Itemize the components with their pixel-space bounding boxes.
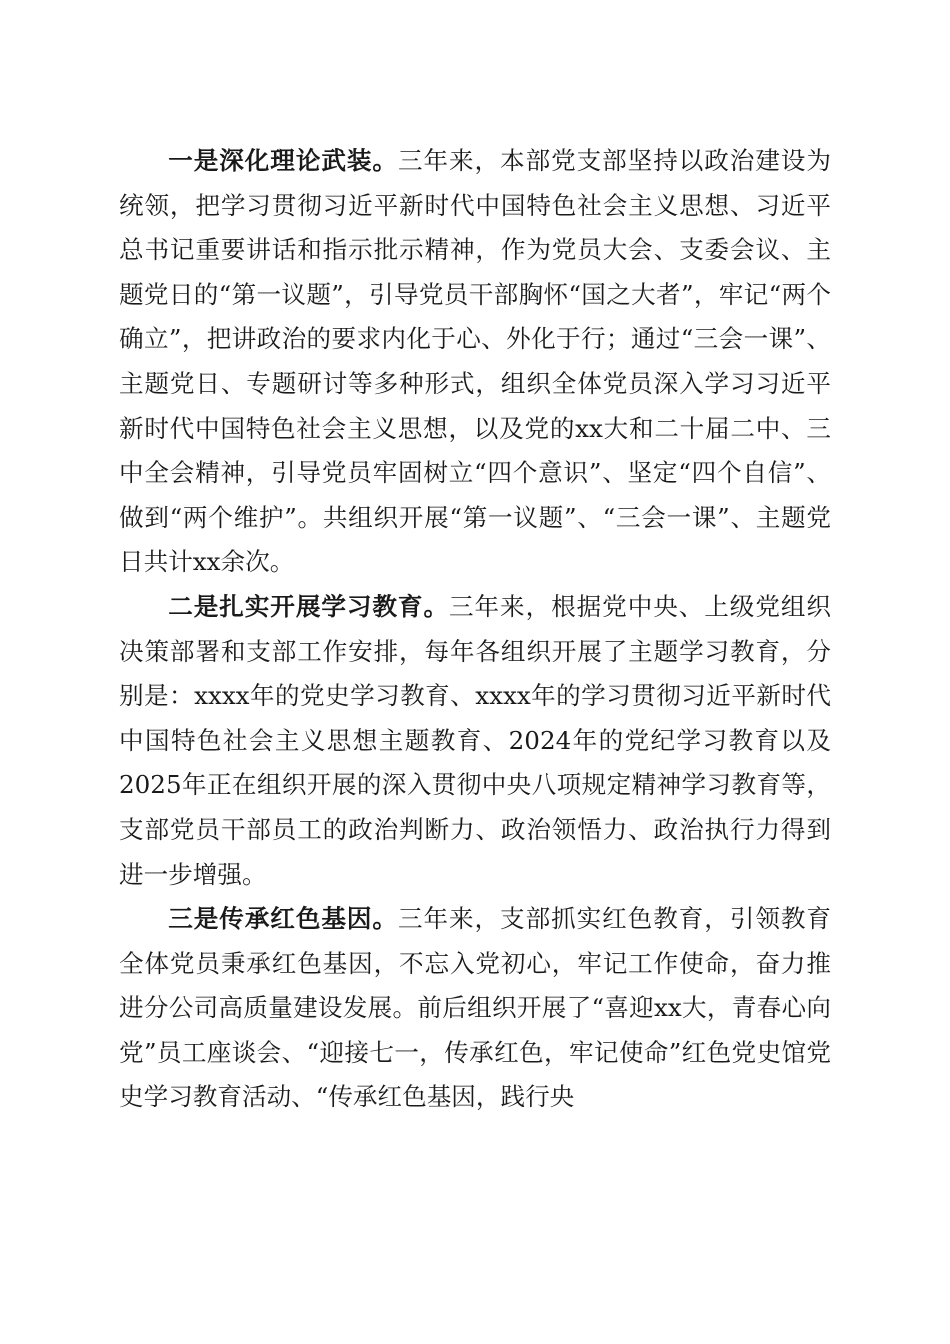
paragraph-text: 三年来，根据党中央、上级党组织决策部署和支部工作安排，每年各组织开展了主题学习教育，分别是：xxxx年的党史学习教育、xxxx年的学习贯彻习近平新时代中国特色社会主义思想主题教育、2024年的党纪学习教育以及2025年正在组织开展的深入贯彻中央八项规定精神学习教育等，支部党员干部员工的政治判断力、政治领悟力、政治执行力得到进一步增强。 <box>119 591 831 889</box>
paragraph-red-gene <box>119 897 831 1120</box>
paragraph-text: 三年来，本部党支部坚持以政治建设为统领，把学习贯彻习近平新时代中国特色社会主义思想、习近平总书记重要讲话和指示批示精神，作为党员大会、支委会议、主题党日的“第一议题”，引导党员干部胸怀“国之大者”，牢记“两个确立”，把讲政治的要求内化于心、外化于行；通过“三会一课”、主题党日、专题研讨等多种形式，组织全体党员深入学习习近平新时代中国特色社会主义思想，以及党的xx大和二十届二中、三中全会精神，引导党员牢固树立“四个意识”、坚定“四个自信”、做到“两个维护”。共组织开展“第一议题”、“三会一课”、主题党日共计xx余次。 <box>119 146 831 577</box>
paragraph-lead: 三是传承红色基因。 <box>168 904 398 934</box>
paragraph-lead: 二是扎实开展学习教育。 <box>168 591 449 621</box>
document-body <box>119 139 831 1120</box>
paragraph-theory <box>119 139 831 585</box>
paragraph-text: 三年来，支部抓实红色教育，引领教育全体党员秉承红色基因，不忘入党初心，牢记工作使命，奋力推进分公司高质量建设发展。前后组织开展了“喜迎xx大，青春心向党”员工座谈会、“迎接七一，传承红色，牢记使命”红色党史馆党史学习教育活动、“传承红色基因，践行央 <box>119 904 831 1112</box>
paragraph-study-education <box>119 585 831 897</box>
paragraph-lead: 一是深化理论武装。 <box>168 146 398 175</box>
